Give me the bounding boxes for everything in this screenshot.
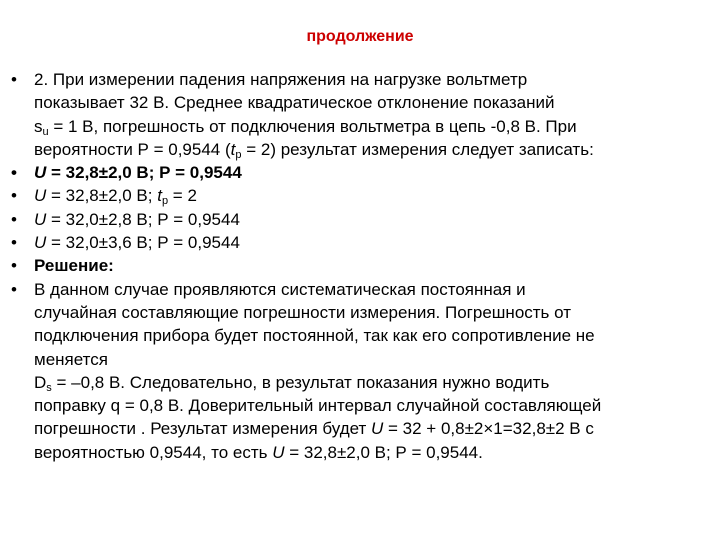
answer-option-1: • U = 32,8±2,0 В; Р = 0,9544 (0, 161, 601, 184)
solution-heading: • Решение: (0, 254, 601, 277)
bullet-icon: • (11, 186, 17, 206)
answer-option-4: • U = 32,0±3,6 В; Р = 0,9544 (0, 231, 601, 254)
question-line: вероятности Р = 0,9544 $(t_p = 2)$ результат измерения следует записать: (34, 139, 594, 161)
answer-option-3: • U = 32,0±2,8 В; Р = 0,9544 (0, 208, 601, 231)
explanation-line: подключения прибора будет постоянной, так как его сопротивление не (34, 326, 595, 346)
bullet-icon: • (11, 279, 17, 299)
bullet-icon: • (11, 70, 17, 89)
bullet-icon: • (11, 209, 17, 229)
slide-title: продолжение (306, 28, 414, 45)
bullet-list (0, 68, 601, 464)
bullet-icon: • (11, 163, 17, 183)
explanation-line: случайная составляющие погрешности измерения. Погрешность от (34, 302, 572, 322)
question-item (0, 68, 601, 161)
explanation-line: поправку q = 0,8 В. Доверительный интервал случайной составляющей (34, 396, 602, 416)
bullet-icon: • (11, 233, 17, 253)
explanation-line: меняется (34, 349, 108, 369)
explanation-item (0, 278, 601, 464)
explanation-line: В данном случае проявляются систематическая постоянная и (34, 279, 526, 299)
explanation-line: погрешности . Результат измерения будет U = 32 + 0,8±2×1=32,8±2 В с (34, 419, 594, 439)
question-line: 2. При измерении падения напряжения на нагрузке вольтметр (34, 70, 528, 89)
question-line: $s_u = 1$ В, погрешность от подключения вольтметра в цепь -0,8 В. При (34, 116, 577, 138)
explanation-line: вероятностью 0,9544, то есть U = 32,8±2,0 В; Р = 0,9544. (34, 442, 483, 462)
question-line: показывает 32 В. Среднее квадратическое отклонение показаний (34, 93, 555, 113)
answer-option-2: • U = 32,8±2,0 В; $t_p = 2$ (11, 186, 197, 208)
explanation-line: $D_s = -0,8$ В. Следовательно, в результат показания нужно водить (34, 372, 550, 394)
bullet-icon: • (11, 256, 17, 276)
